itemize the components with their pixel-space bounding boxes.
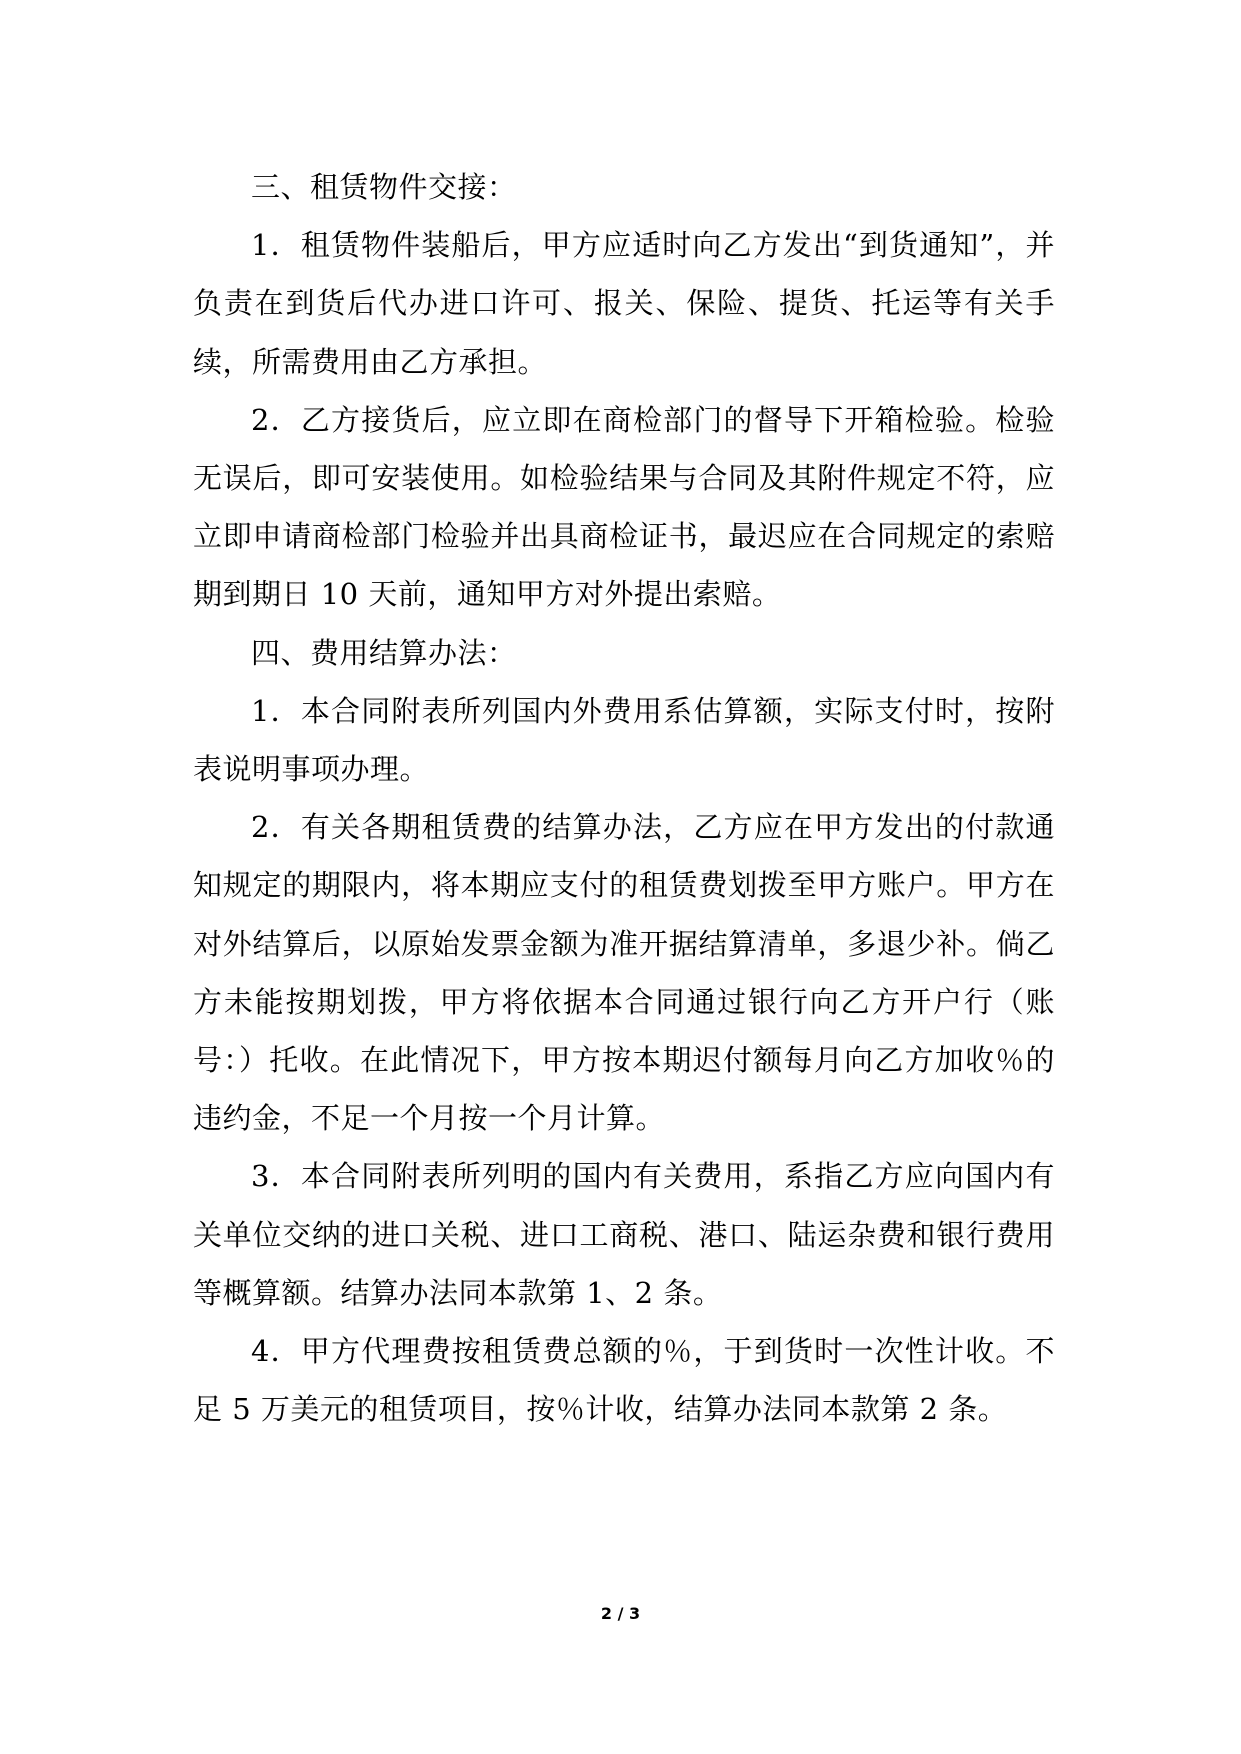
paragraph-3-2: 2．乙方接货后，应立即在商检部门的督导下开箱检验。检验无误后，即可安装使用。如检验结果与合同及其附件规定不符，应立即申请商检部门检验并出具商检证书，最迟应在合同规定的索赔期到期日 10 天前，通知甲方对外提出索赔。 bbox=[193, 402, 1055, 612]
paragraph-4-1: 1．本合同附表所列国内外费用系估算额，实际支付时，按附表说明事项办理。 bbox=[193, 693, 1055, 787]
document-body bbox=[193, 158, 1055, 1438]
paragraph-4-4: 4．甲方代理费按租赁费总额的％，于到货时一次性计收。不足 5 万美元的租赁项目，按％计收，结算办法同本款第 2 条。 bbox=[193, 1334, 1055, 1427]
section-heading-4: 四、费用结算办法： bbox=[251, 635, 517, 670]
page-number: 2 / 3 bbox=[600, 1604, 641, 1623]
paragraph-4-3: 3．本合同附表所列明的国内有关费用，系指乙方应向国内有关单位交纳的进口关税、进口工商税、港口、陆运杂费和银行费用等概算额。结算办法同本款第 1、2 条。 bbox=[193, 1159, 1055, 1310]
paragraph-3-1: 1．租赁物件装船后，甲方应适时向乙方发出“到货通知”，并负责在到货后代办进口许可、报关、保险、提货、托运等有关手续，所需费用由乙方承担。 bbox=[193, 228, 1055, 379]
paragraph-4-2: 2．有关各期租赁费的结算办法，乙方应在甲方发出的付款通知规定的期限内，将本期应支付的租赁费划拨至甲方账户。甲方在对外结算后，以原始发票金额为准开据结算清单，多退少补。倘乙方未能按期划拨，甲方将依据本合同通过银行向乙方开户行（账号：）托收。在此情况下，甲方按本期迟付额每月向乙方加收％的违约金，不足一个月按一个月计算。 bbox=[193, 810, 1055, 1136]
section-heading-3: 三、租赁物件交接： bbox=[251, 170, 517, 204]
